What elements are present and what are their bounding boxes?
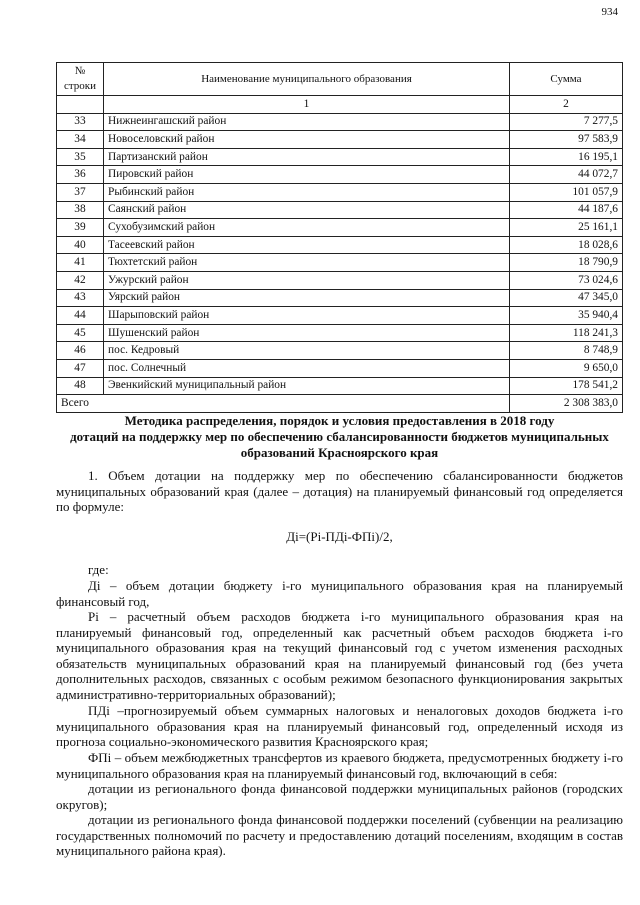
- row-number: 41: [57, 254, 104, 272]
- subheader-col2: 2: [510, 96, 623, 114]
- table-row: [57, 166, 623, 184]
- row-name: Рыбинский район: [104, 183, 510, 201]
- list-item-2: дотации из регионального фонда финансовой поддержки поселений (субвенции на реализацию государственных полномочий по расчету и предоставлению дотаций поселениям, входящим в состав муниципального района края).: [56, 812, 623, 858]
- row-sum: 47 345,0: [510, 289, 623, 307]
- row-sum: 44 072,7: [510, 166, 623, 184]
- row-name: Тасеевский район: [104, 236, 510, 254]
- definition-pd: ПДi –прогнозируемый объем суммарных налоговых и неналоговых доходов бюджета i-го муниципального образования края на планируемый финансовый год, определенный исходя из прогноза социально-экономического развития Красноярского края;: [56, 703, 623, 749]
- row-number: 46: [57, 342, 104, 360]
- table-row: [57, 289, 623, 307]
- table-row: [57, 359, 623, 377]
- row-sum: 73 024,6: [510, 271, 623, 289]
- definition-p: Pi – расчетный объем расходов бюджета i-го муниципального образования края на планируемый финансовый год, определенный как расчетный объем расходов бюджета i-го муниципального образования края на текущий финансовый год с учетом изменения расходных обязательств муниципальных образований края на планируемый финансовый год (без учета дополнительных расходов, связанных с особым режимом безопасного функционирования закрытых административно-территориальных образований);: [56, 609, 623, 702]
- row-name: Ужурский район: [104, 271, 510, 289]
- table-header-row: [57, 63, 623, 96]
- row-sum: 7 277,5: [510, 113, 623, 131]
- row-sum: 97 583,9: [510, 131, 623, 149]
- table-row: [57, 148, 623, 166]
- total-label: Всего: [57, 395, 510, 413]
- definition-d: Дi – объем дотации бюджету i-го муниципального образования края на планируемый финансовый год,: [56, 578, 623, 609]
- row-number: 36: [57, 166, 104, 184]
- header-sum: Сумма: [510, 63, 623, 96]
- total-sum: 2 308 383,0: [510, 395, 623, 413]
- row-number: 39: [57, 219, 104, 237]
- row-number: 45: [57, 324, 104, 342]
- row-name: Сухобузимский район: [104, 219, 510, 237]
- table-row: [57, 307, 623, 325]
- subheader-num: [57, 96, 104, 114]
- row-sum: 9 650,0: [510, 359, 623, 377]
- row-sum: 16 195,1: [510, 148, 623, 166]
- row-name: Партизанский район: [104, 148, 510, 166]
- row-number: 37: [57, 183, 104, 201]
- table-row: [57, 254, 623, 272]
- table-subheader-row: [57, 96, 623, 114]
- heading-line-3: образований Красноярского края: [240, 445, 439, 460]
- formula: Дi=(Pi-ПДi-ФПi)/2,: [286, 529, 393, 544]
- header-municipality-name: Наименование муниципального образования: [104, 63, 510, 96]
- definition-fp: ФПi – объем межбюджетных трансфертов из краевого бюджета, предусмотренных бюджету i-го муниципального образования края на планируемый финансовый год, включающий в себя:: [56, 750, 623, 781]
- row-number: 38: [57, 201, 104, 219]
- row-name: Шушенский район: [104, 324, 510, 342]
- allocation-table: [56, 62, 623, 413]
- table-row: [57, 131, 623, 149]
- row-sum: 18 790,9: [510, 254, 623, 272]
- row-number: 35: [57, 148, 104, 166]
- paragraph-1: 1. Объем дотации на поддержку мер по обеспечению сбалансированности бюджетов муниципальных образований края (далее – дотация) на планируемый финансовый год определяется по формуле:: [56, 468, 623, 514]
- row-name: пос. Кедровый: [104, 342, 510, 360]
- row-sum: 18 028,6: [510, 236, 623, 254]
- table-row: [57, 271, 623, 289]
- row-name: Новоселовский район: [104, 131, 510, 149]
- row-number: 33: [57, 113, 104, 131]
- page-number: 934: [601, 6, 618, 18]
- row-sum: 8 748,9: [510, 342, 623, 360]
- total-row: [57, 395, 623, 413]
- row-number: 48: [57, 377, 104, 395]
- table-row: [57, 183, 623, 201]
- table-row: [57, 219, 623, 237]
- row-name: пос. Солнечный: [104, 359, 510, 377]
- heading-line-2: дотаций на поддержку мер по обеспечению сбалансированности бюджетов муниципальных: [70, 429, 609, 444]
- row-sum: 118 241,3: [510, 324, 623, 342]
- row-sum: 178 541,2: [510, 377, 623, 395]
- table-row: [57, 201, 623, 219]
- row-name: Шарыповский район: [104, 307, 510, 325]
- list-item-1: дотации из регионального фонда финансовой поддержки муниципальных районов (городских округов);: [56, 781, 623, 812]
- where-label: где:: [88, 562, 109, 577]
- row-name: Эвенкийский муниципальный район: [104, 377, 510, 395]
- row-name: Уярский район: [104, 289, 510, 307]
- row-sum: 35 940,4: [510, 307, 623, 325]
- heading-line-1: Методика распределения, порядок и условия предоставления в 2018 году: [124, 413, 555, 428]
- row-number: 34: [57, 131, 104, 149]
- row-sum: 101 057,9: [510, 183, 623, 201]
- row-number: 44: [57, 307, 104, 325]
- header-row-number: № строки: [57, 63, 104, 96]
- row-number: 40: [57, 236, 104, 254]
- row-number: 43: [57, 289, 104, 307]
- table-row: [57, 324, 623, 342]
- row-name: Тюхтетский район: [104, 254, 510, 272]
- row-sum: 44 187,6: [510, 201, 623, 219]
- table-row: [57, 342, 623, 360]
- table-row: [57, 377, 623, 395]
- row-number: 42: [57, 271, 104, 289]
- subheader-col1: 1: [104, 96, 510, 114]
- row-name: Пировский район: [104, 166, 510, 184]
- row-sum: 25 161,1: [510, 219, 623, 237]
- row-number: 47: [57, 359, 104, 377]
- table-row: [57, 113, 623, 131]
- row-name: Саянский район: [104, 201, 510, 219]
- table-row: [57, 236, 623, 254]
- row-name: Нижнеингашский район: [104, 113, 510, 131]
- section-heading: [56, 413, 623, 461]
